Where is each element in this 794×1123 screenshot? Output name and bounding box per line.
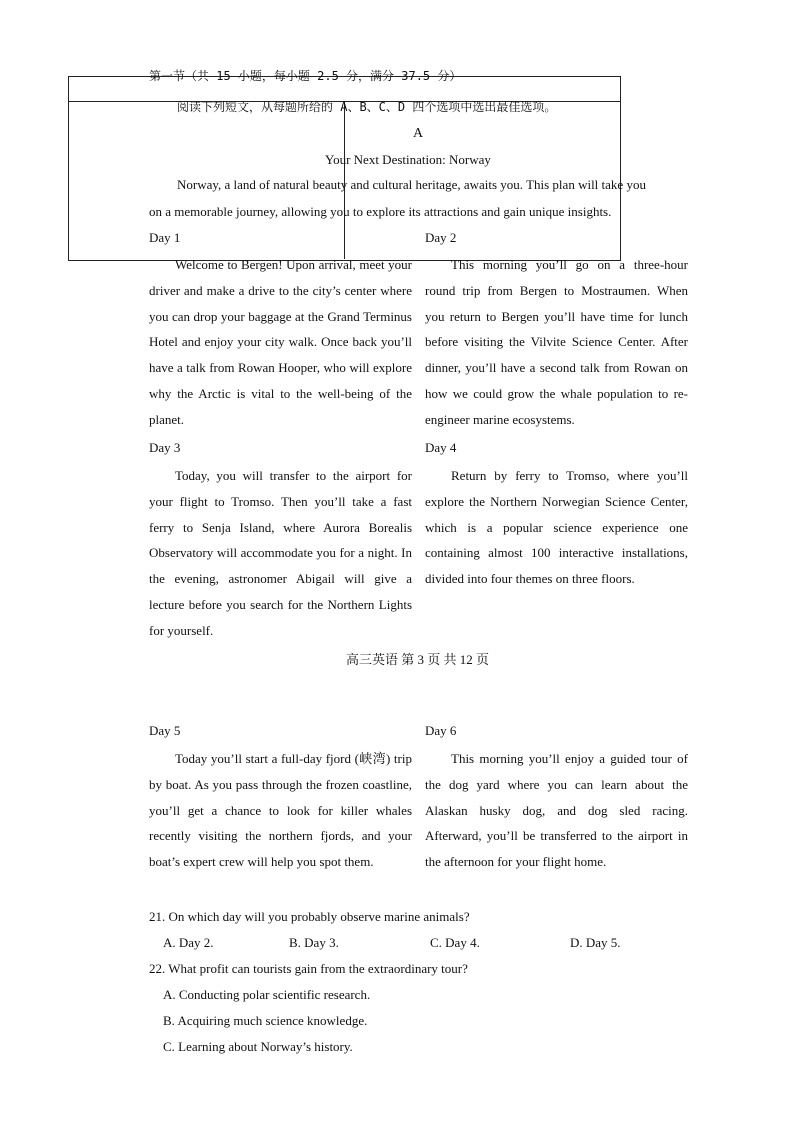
day-3-text	[149, 463, 412, 644]
day-5-text	[149, 746, 412, 875]
day-6-text	[425, 746, 688, 875]
passage-letter: A	[413, 126, 424, 141]
day-4-text	[425, 463, 688, 592]
day-2-paragraph: This morning you’ll go on a three-hour round trip from Bergen to Mostraumen. When you return to Bergen you’ll have time for lunch before visiting the Vilvite Science Center. After dinner, you’ll have a second talk from Rowan on how we could grow the whale population to re-engineer marine ecosystems.	[425, 257, 688, 427]
day-1-text	[149, 252, 412, 433]
section-instruction: 阅读下列短文，从每题所给的 A、B、C、D 四个选项中选出最佳选项。	[177, 100, 557, 114]
question-21-stem: 21. On which day will you probably observe marine animals?	[149, 909, 470, 924]
page-footer: 高三英语 第 3 页 共 12 页	[346, 652, 490, 667]
day-3-paragraph: Today, you will transfer to the airport for your flight to Tromso. Then you’ll take a fast ferry to Senja Island, where Aurora Borealis Observatory will accommodate you for a night. In the evening, astronomer Abigail will give a lecture before you search for the Northern Lights for yourself.	[149, 468, 412, 638]
question-21-option-a[interactable]: A. Day 2.	[163, 935, 214, 950]
intro-line-2: on a memorable journey, allowing you to explore its attractions and gain unique insights.	[149, 204, 612, 219]
question-21-option-d[interactable]: D. Day 5.	[570, 935, 621, 950]
question-22-stem: 22. What profit can tourists gain from the extraordinary tour?	[149, 961, 468, 976]
day-6-label: Day 6	[425, 723, 457, 738]
day-4-paragraph: Return by ferry to Tromso, where you’ll explore the Northern Norwegian Science Center, which is a popular science experience one containing almost 100 interactive installations, divided into four themes on three floors.	[425, 468, 688, 587]
question-22-option-c[interactable]: C. Learning about Norway’s history.	[163, 1039, 353, 1054]
day-3-label: Day 3	[149, 440, 181, 455]
intro-line-1: Norway, a land of natural beauty and cultural heritage, awaits you. This plan will take you	[177, 177, 646, 192]
section-heading: 第一节（共 15 小题，每小题 2.5 分，满分 37.5 分）	[149, 69, 462, 83]
question-21-option-c[interactable]: C. Day 4.	[430, 935, 480, 950]
day-2-text	[425, 252, 688, 433]
question-22-option-b[interactable]: B. Acquiring much science knowledge.	[163, 1013, 368, 1028]
passage-title: Your Next Destination: Norway	[325, 152, 491, 167]
day-5-paragraph: Today you’ll start a full-day fjord (峡湾) trip by boat. As you pass through the frozen coastline, you’ll get a chance to look for killer whales recently visiting the northern fjords, and your boat’s expert crew will help you spot them.	[149, 751, 412, 870]
day-1-label: Day 1	[149, 230, 181, 245]
question-21-option-b[interactable]: B. Day 3.	[289, 935, 339, 950]
question-22-option-a[interactable]: A. Conducting polar scientific research.	[163, 987, 371, 1002]
day-6-paragraph: This morning you’ll enjoy a guided tour of the dog yard where you can learn about the Alaskan husky dog, and dog sled racing. Afterward, you’ll be transferred to the airport in the afternoon for your flight home.	[425, 751, 688, 870]
day-2-label: Day 2	[425, 230, 457, 245]
day-1-paragraph: Welcome to Bergen! Upon arrival, meet your driver and make a drive to the city’s center where you can drop your baggage at the Grand Terminus Hotel and enjoy your city walk. Once back you’ll have a talk from Rowan Hooper, who will explore why the Arctic is vital to the well-being of the planet.	[149, 257, 412, 427]
day-4-label: Day 4	[425, 440, 457, 455]
day-5-label: Day 5	[149, 723, 181, 738]
